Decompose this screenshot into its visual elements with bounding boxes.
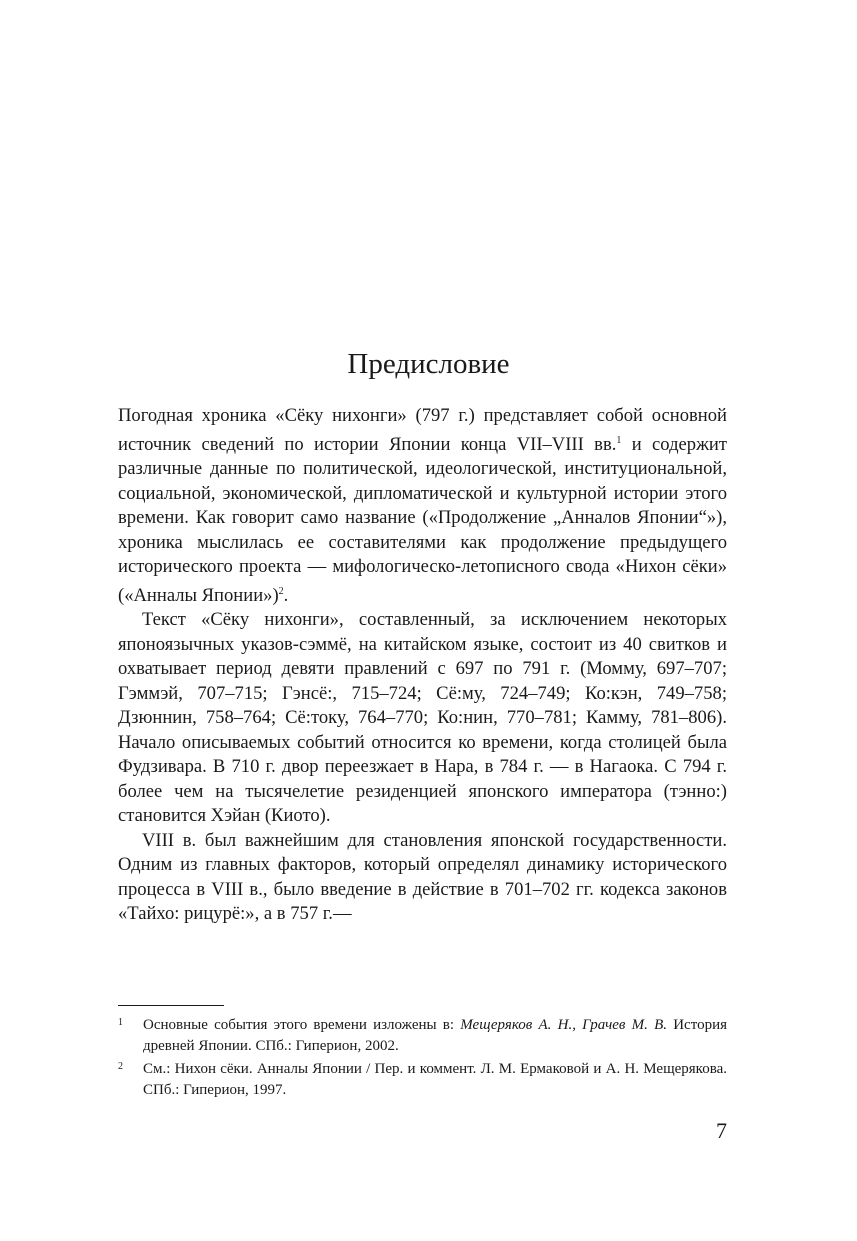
paragraph-text: Погодная хроника «Сёку нихонги» (797 г.) представляет собой основной источник сведений по истории Японии конца VII–VIII вв. [118, 405, 727, 455]
footnote-text: См.: Нихон сёки. Анналы Японии / Пер. и коммент. Л. М. Ермаковой и А. Н. Мещерякова. СПб.: Гиперион, 1997. [143, 1061, 727, 1098]
paragraph-text: . [283, 584, 289, 606]
footnote-divider [118, 1005, 224, 1006]
footnote-ref: 1 [616, 434, 622, 446]
footnotes [118, 1015, 727, 1101]
footnote-text: История древней Японии. СПб.: Гиперион, 2002. [143, 1017, 728, 1054]
main-text [118, 404, 727, 927]
paragraph-text: и содержит различные данные по политической, идеологической, институциональной, социальной, экономической, дипломатической и культурной истории этого времени. Как говорит само название («Продолжение „Анналов Японии“»), хроника мыслилась ее составителями как продолжение предыдущего исторического проекта — мифологическо-летописного свода «Нихон сёки» («Анналы Японии») [118, 433, 728, 606]
page-title: Предисловие [347, 348, 510, 380]
footnote [118, 1015, 727, 1057]
paragraph: VIII в. был важнейшим для становления японской государственности. Одним из главных факторов, который определял динамику исторического процесса в VIII в., было введение в действие в 701–702 гг. кодекса законов «Тайхо: рицурё:», а в 757 г.— [118, 829, 727, 925]
footnote-number: 1 [118, 1017, 123, 1028]
footnote-authors: Мещеряков А. Н., Грачев М. В. [460, 1017, 668, 1033]
footnote [118, 1059, 727, 1101]
paragraph: Текст «Сёку нихонги», составленный, за исключением некоторых японоязычных указов-сэммё, на китайском языке, состоит из 40 свитков и охватывает период девяти правлений с 697 по 791 г. (Момму, 697–707; Гэммэй, 707–715; Гэнсё:, 715–724; Сё:му, 724–749; Ко:кэн, 749–758; Дзюннин, 758–764; Сё:току, 764–770; Ко:нин, 770–781; Камму, 781–806). Начало описываемых событий относится ко времени, когда столицей была Фудзивара. В 710 г. двор переезжает в Нара, в 784 г. — в Нагаока. С 794 г. более чем на тысячелетие резиденцией японского императора (тэнно:) становится Хэйан (Киото). [118, 609, 727, 827]
footnote-ref: 2 [278, 585, 284, 597]
page-number: 7 [716, 1118, 727, 1143]
footnote-text: Основные события этого времени изложены в: [143, 1017, 461, 1033]
footnote-number: 2 [118, 1061, 123, 1072]
paragraph [118, 404, 727, 608]
